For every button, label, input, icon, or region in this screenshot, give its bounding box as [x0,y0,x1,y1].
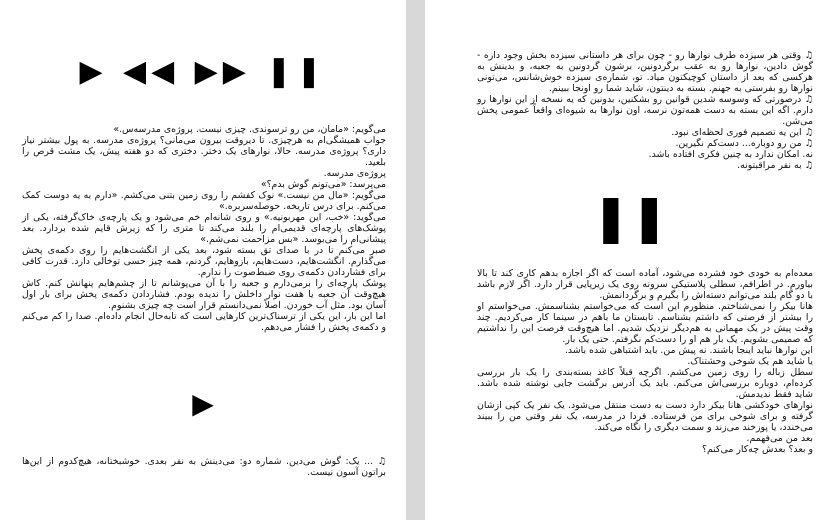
right-page-bottom-text: معده‌ام به خودی خود فشرده می‌شود، آماده است که اگر اجازه بدهم کاری کند تا بالا بیاورم. در اطرافم، سطلی پلاستیکی سرونه روی یک زیرپایی قرار دارد. اگر لازم باشد با دو گام بلند می‌توانم دسته‌اش را بگیرم و برگردانمش. هانا بیکر را نمی‌شناختم. منظورم این است که می‌خواستم بشناسمش. می‌خواستم او را بیشتر از فرصتی که داشتم بشناسم. تابستان ما باهم در سینما کار می‌کردیم. چند وقت پیش در یک مهمانی به هم‌دیگر نزدیک شدیم. اما هیچ‌وقت فرصت این را نداشتیم که صمیمی بشویم. یک بار هم او را دست‌کم نگرفتم. حتی یک بار. این نوارها نباید اینجا باشند. نه پیش من. باید اشتباهی شده باشد. یا شاید هم یک شوخی وحشتناک. سطل زباله را روی زمین می‌کشم. اگرچه قبلاً کاغذ بسته‌بندی را یک بار بررسی کرده‌ام، دوباره بررسی‌اش می‌کنم. باید یک آدرس برگشت جایی نوشته شده باشد. شاید فقط ندیدمش. نوارهای خودکشی هانا بیکر دارد دست به دست منتقل می‌شود. یک نفر یک کپی ازشان گرفته و برای شوخی برای من فرستاده. فردا در مدرسه، یک نفر وقتی من را ببیند می‌خندد، یا پوزخند می‌زند و سمت دیگری را نگاه می‌کند. بعد من می‌فهمم. و بعد؟ بعدش چه‌کار می‌کنم؟ [477,268,813,455]
right-page [425,0,835,520]
pause-icon: ❚❚ [591,190,669,244]
right-page-top-text: ♫ وقتی هر سیزده طرف نوارها رو - چون برای هر داستانی سیزده بخش وجود داره - گوش دادین، نوارها رو به عقب برگردونین، برشون گردونین به جعبه، و بدینش به هرکسی که بعد از داستان کوچیکتون میاد. تو، شماره‌ی سیزده خوش‌شانس، می‌تونی نوارها رو بفرستی به جهنم. بسته به دینتون، شاید شما رو اونجا ببینم. ♫ درصورتی که وسوسه شدین قوانین رو بشکنین، بدونین که یه نسخه از این نوارها رو دارم. اگه این بسته به دست همه‌تون نرسه، اون نوارها به شیوه‌ای واقعاً عمومی پخش می‌شن. ♫ این یه تصمیم فوری لحظه‌ای نبود. ♫ من رو دوباره... دست‌کم نگیرین. نه. امکان ندارد به چنین فکری افتاده باشد. ♫ به نفر مراقبتونه. [477,50,813,171]
left-page-bottom-text: ♫ ... یک: گوش می‌دین. شماره دو: می‌دینش به نفر بعدی. خوشبختانه، هیچ‌کدوم از این‌ها براتون آسون نیست. [22,456,386,478]
page-gutter [406,0,425,520]
left-page [0,0,406,520]
play-icon: ▶ [192,387,214,420]
playback-controls-icon: ▶ ◀◀ ▶▶ ❚❚ [79,54,327,89]
left-page-main-text: می‌گویم: «مامان، من رو ترسوندی. چیزی نیست. پروژه‌ی مدرسه‌س.» جواب همیشگی‌ام به هرچیزی. تا دیروقت بیرون می‌مانی؟ پروژه‌ی مدرسه. به پول بیشتر نیاز داری؟ پروژه‌ی مدرسه. حالا، نوارهای یک دختر. دختری که دو هفته پیش، یک مشت قرص را بلعید. پروژه‌ی مدرسه. می‌پرسد: «می‌تونم گوش بدم؟» می‌گویم: «مال من نیست.» نوک کفشم را روی زمین بتنی می‌کشم. «دارم به یه دوست کمک می‌کنم. برای درس تاریخه. حوصله‌سربره.» می‌گوید: «خب، این مهربونیه.» و روی شانه‌ام خم می‌شود و یک پارچه‌ی خاک‌گرفته، یکی از پوشک‌های پارچه‌ای قدیمی‌ام را بلند می‌کند تا متری را که زیرش قایم شده بردارد. بعد پیشانی‌ام را می‌بوسد. «بس مزاحمت نمی‌شم.» صبر می‌کنم تا در با صدای تق بسته شود، بعد یکی از انگشت‌هایم را روی دکمه‌ی پخش می‌گذارم. انگشت‌هایم، دست‌هایم، بازوهایم، گردنم، همه چیز حسی توخالی دارد. قدرت کافی برای فشاردادن دکمه‌ی روی ضبط‌صوت را ندارم. پوشک پارچه‌ای را برمی‌دارم و جعبه را با آن می‌پوشانم تا از چشم‌هایم پنهانش کنم. کاش هیچ‌وقت آن جعبه یا هفت نوار داخلش را ندیده بودم. فشاردادن دکمه‌ی پخش برای بار اول آسان بود. مثل آب خوردن. اصلاً نمی‌دانستم قرار است چه چیزی بشنوم. اما این بار، این یکی از ترسناک‌ترین کارهایی است که تابه‌حال انجام داده‌ام. صدا را کم می‌کنم و دکمه‌ی پخش را فشار می‌دهم. [22,124,386,333]
